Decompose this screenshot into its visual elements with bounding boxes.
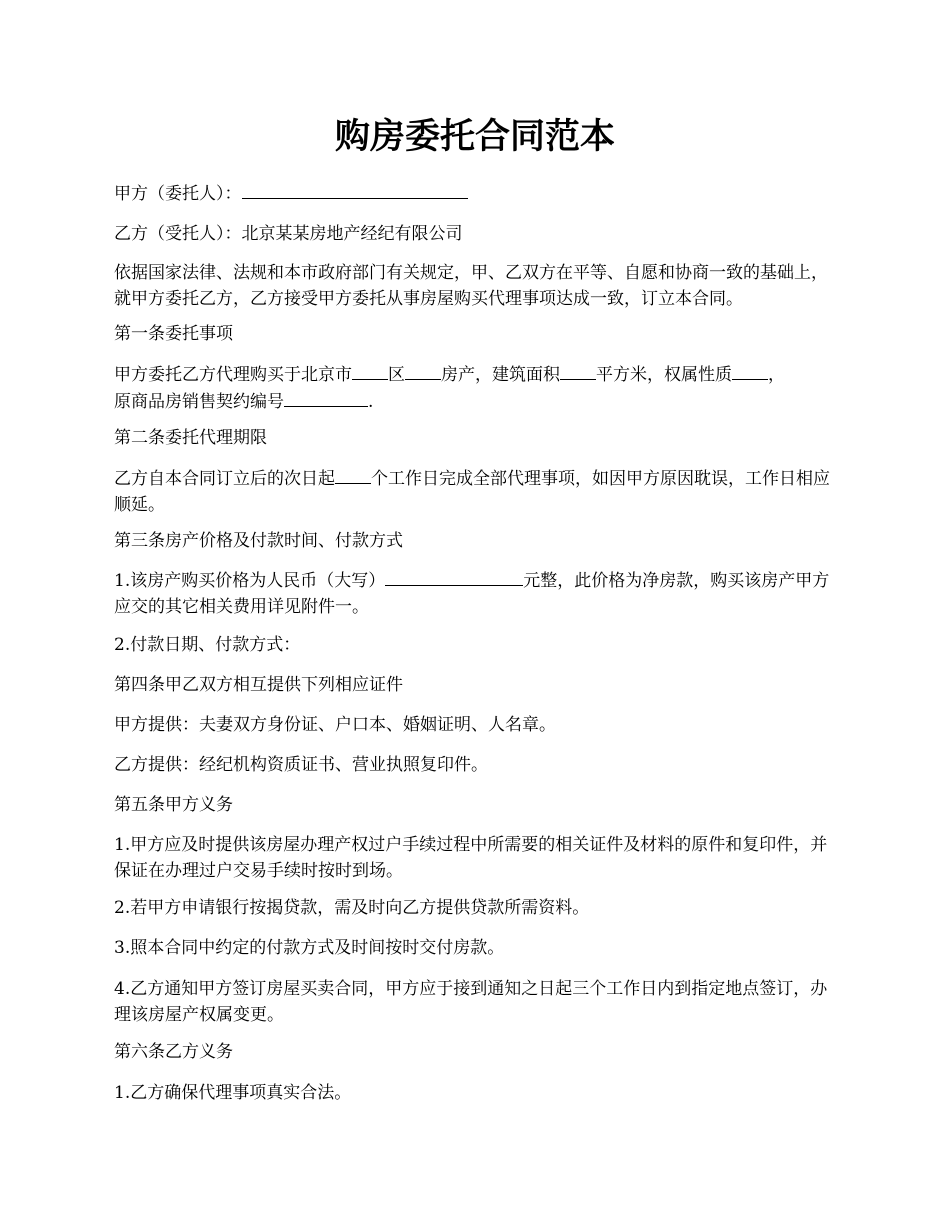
party-b-line: 乙方（受托人）：北京某某房地产经纪有限公司 — [114, 224, 463, 244]
contract-number-blank — [284, 388, 368, 407]
article-3-item-1 — [114, 567, 842, 620]
article-5-item-2: 2.若甲方申请银行按揭贷款，需及时向乙方提供贷款所需资料。 — [114, 898, 590, 918]
property-blank — [405, 361, 441, 380]
article-1-heading: 第一条委托事项 — [114, 324, 233, 344]
preamble-paragraph: 依据国家法律、法规和本市政府部门有关规定，甲、乙双方在平等、自愿和协商一致的基础上，就甲方委托乙方，乙方接受甲方委托从事房屋购买代理事项达成一致，订立本合同。 — [114, 263, 828, 309]
article-4-party-b: 乙方提供：经纪机构资质证书、营业执照复印件。 — [114, 755, 488, 775]
article-5-item-3: 3.照本合同中约定的付款方式及时间按时交付房款。 — [114, 938, 505, 958]
article-6-heading: 第六条乙方义务 — [114, 1042, 233, 1062]
article-2-text-b: 个工作日完成全部代理事项，如因甲方原因耽误，工作日相应顺延。 — [114, 469, 830, 515]
article-1-text-c: 房产，建筑面积 — [441, 365, 560, 385]
article-1-text-e: ， — [768, 365, 785, 385]
article-1-text-a: 甲方委托乙方代理购买于北京市 — [114, 365, 352, 385]
article-1-body — [114, 361, 842, 415]
party-a-blank — [242, 180, 468, 199]
article-2-text-a: 乙方自本合同订立后的次日起 — [114, 469, 335, 489]
article-5-item-4: 4.乙方通知甲方签订房屋买卖合同，甲方应于接到通知之日起三个工作日内到指定地点签订，办理该房屋产权属变更。 — [114, 979, 828, 1025]
article-6-item-1: 1.乙方确保代理事项真实合法。 — [114, 1083, 352, 1103]
article-3-item-1-text-a: 1.该房产购买价格为人民币（大写） — [114, 571, 386, 591]
article-4-heading: 第四条甲乙双方相互提供下列相应证件 — [114, 675, 403, 695]
article-1-text-f: 原商品房销售契约编号 — [114, 392, 284, 412]
district-blank — [352, 361, 388, 380]
article-5-heading: 第五条甲方义务 — [114, 795, 233, 815]
area-blank — [560, 361, 596, 380]
article-1-text-b: 区 — [388, 365, 405, 385]
ownership-blank — [732, 361, 768, 380]
party-a-line — [114, 180, 842, 207]
article-1-text-g: . — [368, 392, 374, 412]
article-3-item-1-text-b: 元整，此价格为净房款，购买该房产甲方应交的其它相关费用详见附件一。 — [114, 571, 830, 617]
document-title: 购房委托合同范本 — [334, 116, 615, 157]
article-4-party-a: 甲方提供：夫妻双方身份证、户口本、婚姻证明、人名章。 — [114, 715, 556, 735]
article-3-heading: 第三条房产价格及付款时间、付款方式 — [114, 531, 403, 551]
article-2-heading: 第二条委托代理期限 — [114, 428, 267, 448]
article-2-body — [114, 465, 842, 518]
article-3-item-2: 2.付款日期、付款方式： — [114, 635, 301, 655]
workdays-blank — [335, 465, 371, 484]
party-a-label: 甲方（委托人）： — [114, 184, 242, 204]
article-5-item-1: 1.甲方应及时提供该房屋办理产权过户手续过程中所需要的相关证件及材料的原件和复印件，并保证在办理过户交易手续时按时到场。 — [114, 835, 828, 881]
price-blank — [385, 567, 523, 586]
article-1-text-d: 平方米，权属性质 — [596, 365, 732, 385]
